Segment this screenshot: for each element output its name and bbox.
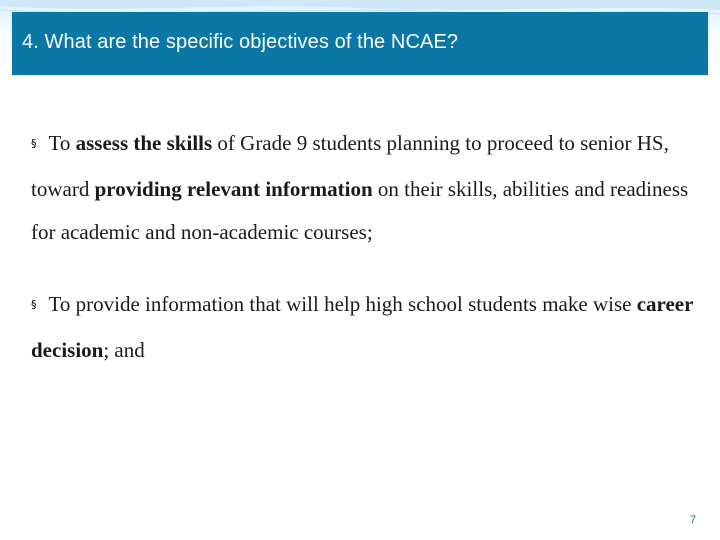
page-number: 7 [690,514,697,526]
bullet-text: To [48,131,76,155]
bullet-marker-icon: § [31,298,37,311]
bullet-text: of Grade 9 students planning to proceed to senior HS, toward [31,131,669,201]
slide-title: 4. What are the specific objectives of the NCAE? [22,31,459,53]
bullet-text: ; and [103,338,145,362]
bullet-text: To provide information that will help high school students make wise [48,292,637,316]
bullet-list [31,122,703,372]
bullet-text-bold: career decision [31,292,694,362]
bullet-text: on their skills, abilities and readiness for academic and non-academic courses; [31,177,689,244]
title-bar [12,12,708,75]
bullet-text-bold: providing relevant information [94,177,373,201]
bullet-item [31,122,703,254]
bullet-item [31,283,703,372]
bullet-text-bold: assess the skills [75,131,213,155]
bullet-marker-icon: § [31,137,37,150]
